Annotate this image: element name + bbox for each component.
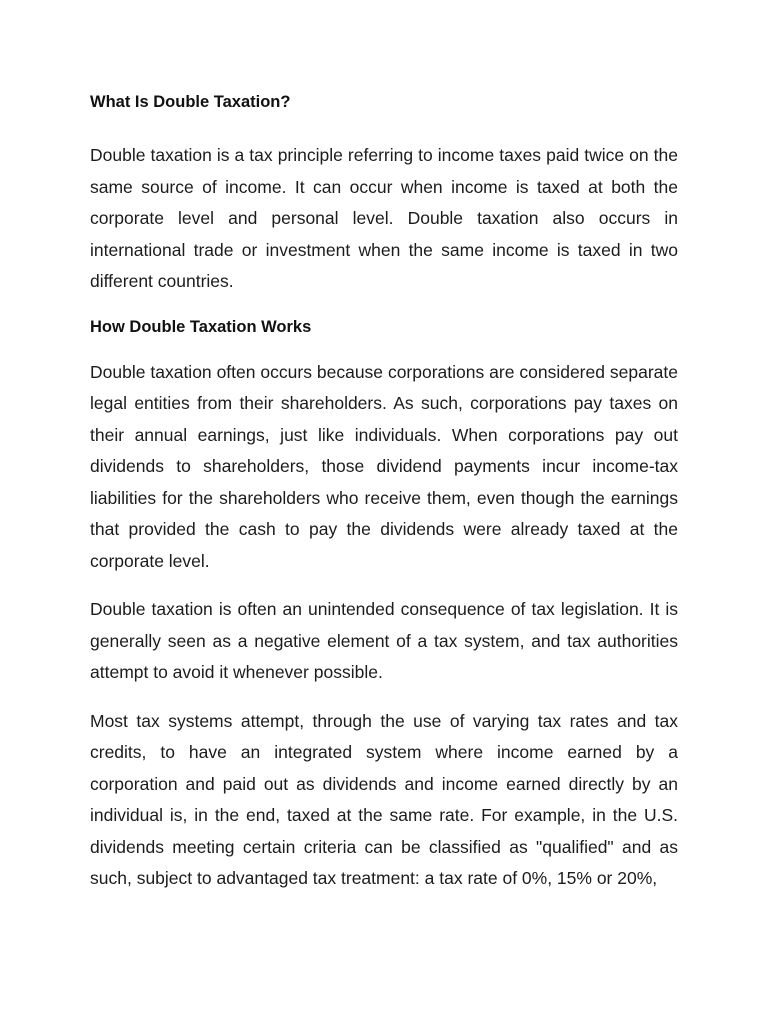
body-paragraph: Double taxation often occurs because corporations are considered separate legal entities from their shareholders. As such, corporations pay taxes on their annual earnings, just like individuals. When corporations pay out dividends to shareholders, those dividend payments incur income-tax liabilities for the shareholders who receive them, even though the earnings that provided the cash to pay the dividends were already taxed at the corporate level. (90, 361, 678, 571)
document-title: What Is Double Taxation? (90, 93, 291, 111)
document-page (90, 90, 678, 912)
section-heading: How Double Taxation Works (90, 317, 312, 336)
body-paragraph: Most tax systems attempt, through the use of varying tax rates and tax credits, to have an integrated system where income earned by a corporation and paid out as dividends and income earned directly by an individual is, in the end, taxed at the same rate. For example, in the U.S. dividends meeting certain criteria can be classified as "qualified" and as such, subject to advantaged tax treatment: a tax rate of 0%, 15% or 20%, (90, 710, 678, 888)
intro-paragraph: Double taxation is a tax principle referring to income taxes paid twice on the same source of income. It can occur when income is taxed at both the corporate level and personal level. Double taxation also occurs in international trade or investment when the same income is taxed in two different countries. (90, 145, 678, 291)
body-paragraph: Double taxation is often an unintended consequence of tax legislation. It is generally seen as a negative element of a tax system, and tax authorities attempt to avoid it whenever possible. (90, 599, 678, 682)
